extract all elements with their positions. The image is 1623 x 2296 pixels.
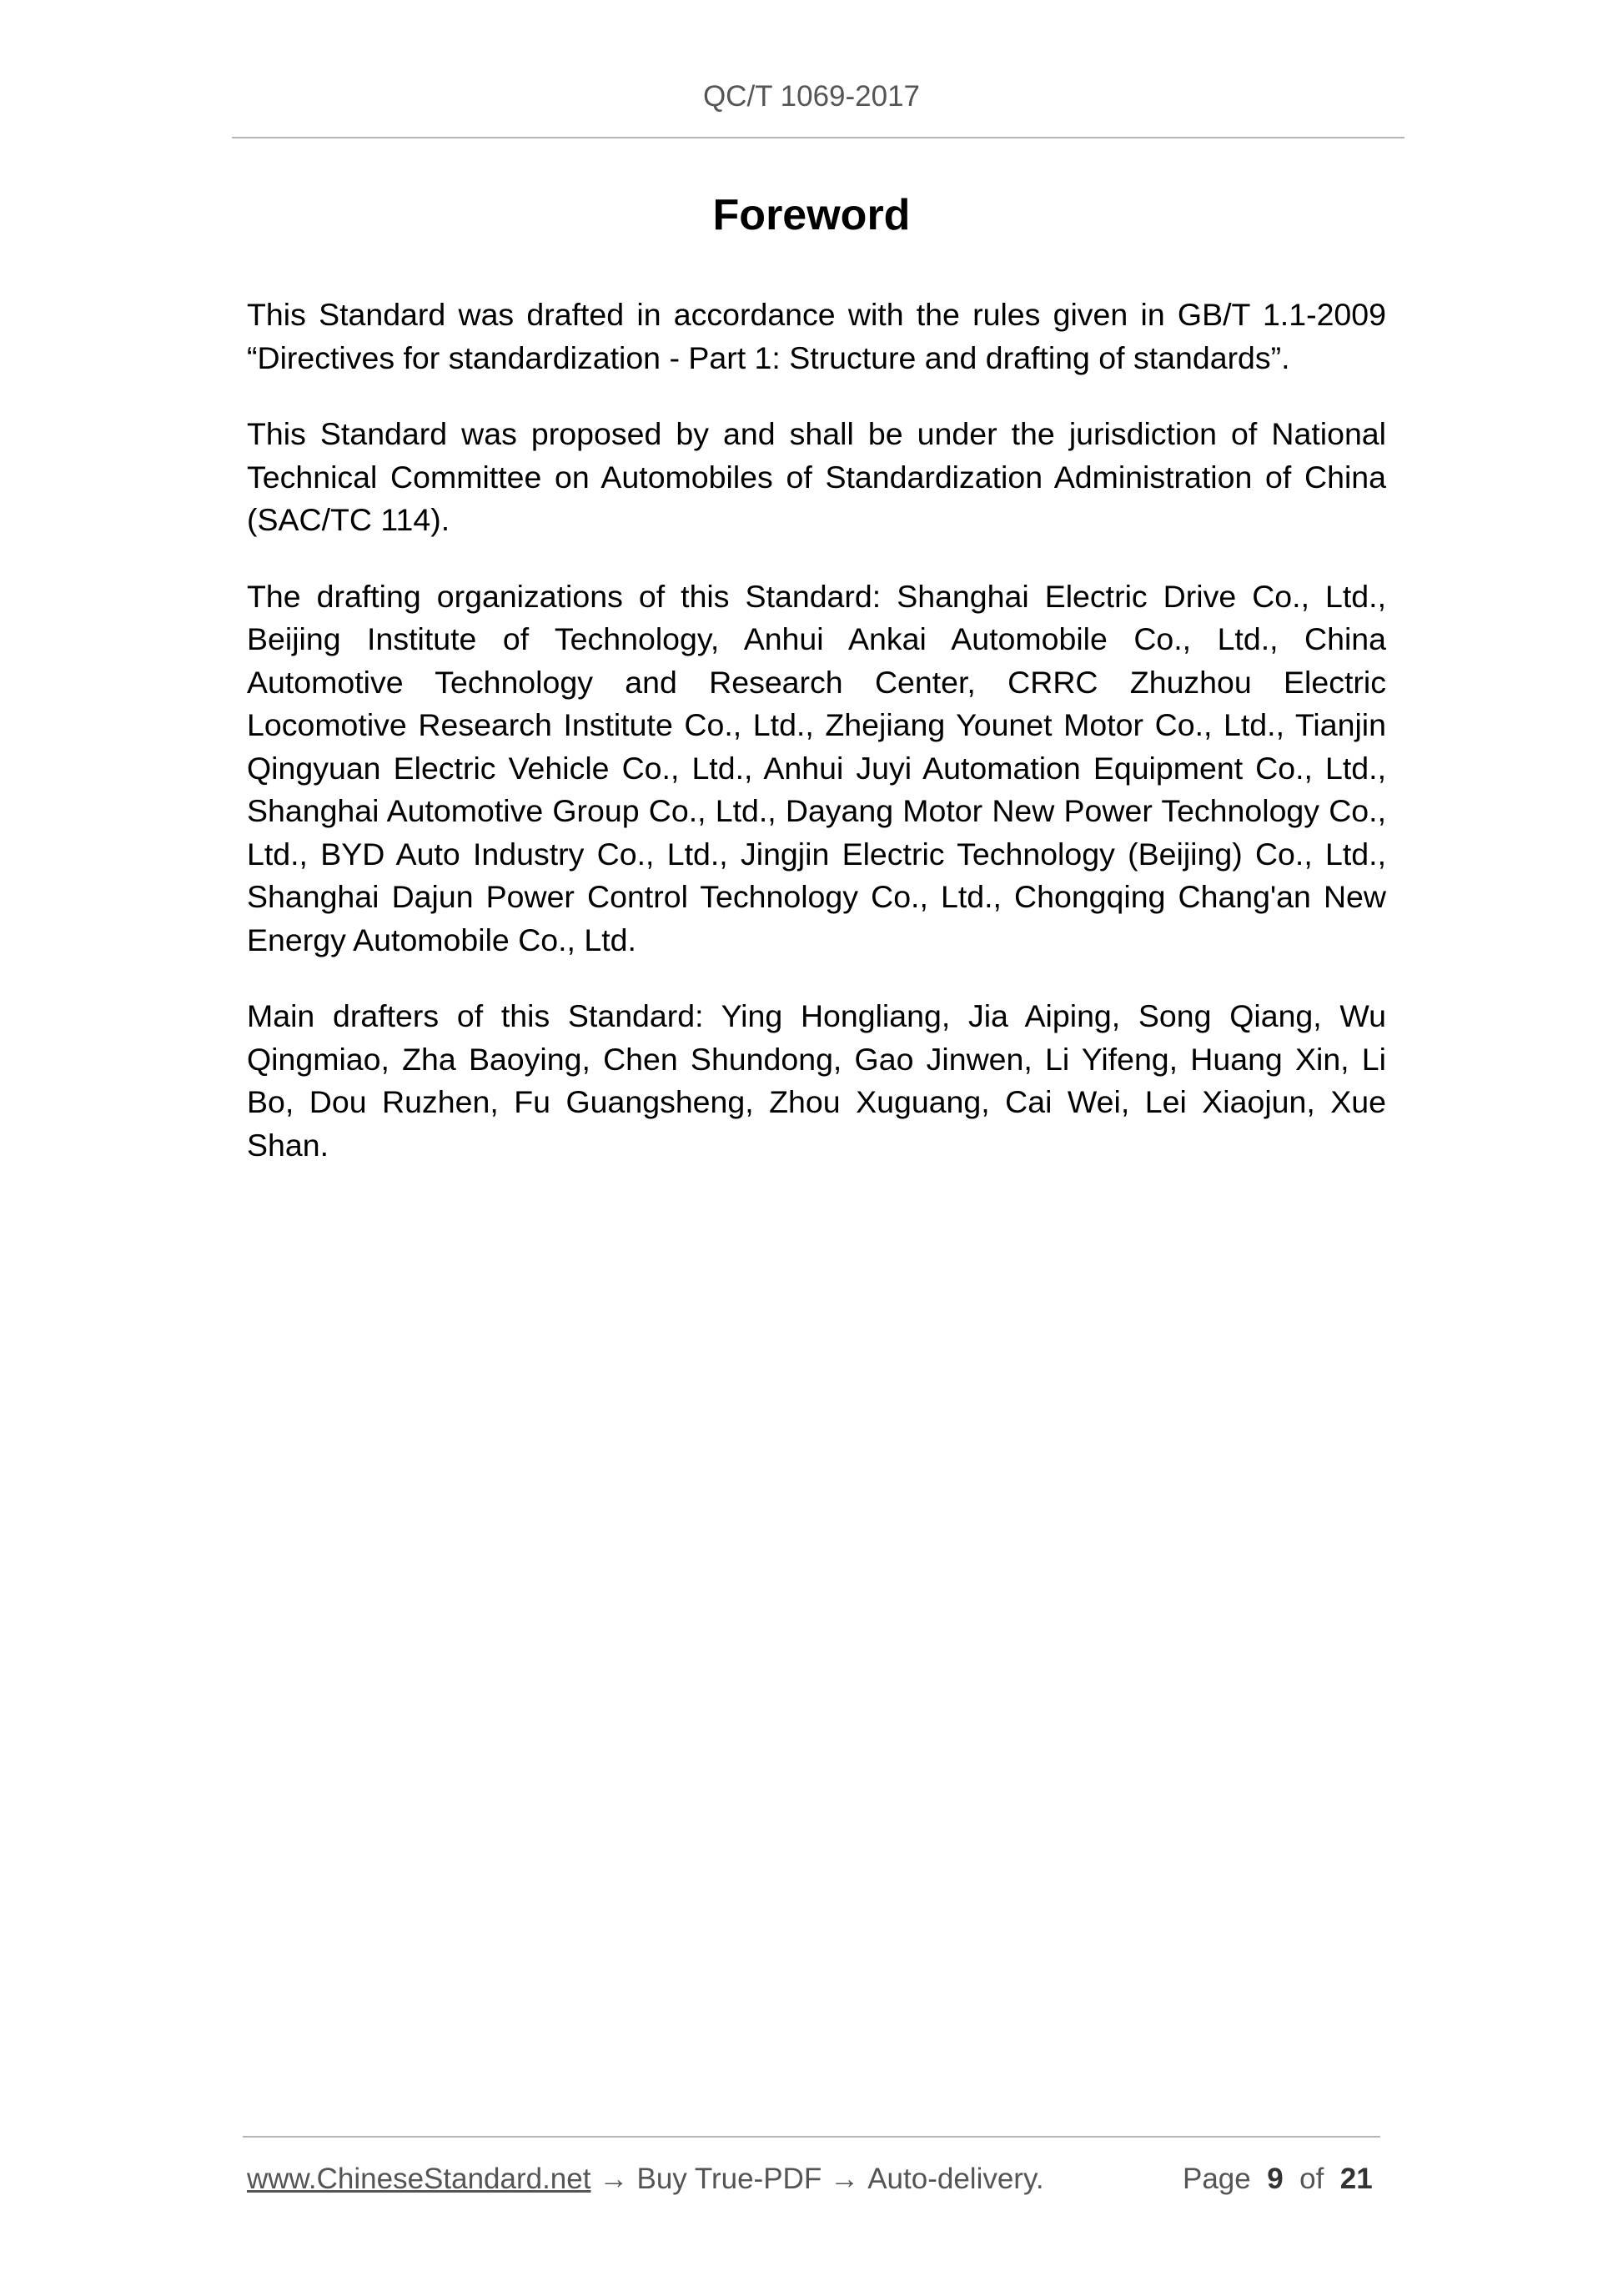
paragraph-drafting-rules: This Standard was drafted in accordance with the rules given in GB/T 1.1-2009 “Directives for standardization - Part 1: Structure and drafting of standards”.: [247, 297, 1386, 375]
arrow-right-icon: →: [830, 2163, 860, 2195]
page-title: Foreword: [712, 191, 911, 239]
website-link[interactable]: www.ChineseStandard.net: [247, 2163, 591, 2195]
paragraph-jurisdiction: This Standard was proposed by and shall be under the jurisdiction of National Technical Committee on Automobiles of Standardization Administration of China (SAC/TC 114).: [247, 416, 1386, 537]
foreword-body: [247, 294, 1386, 1200]
page-label: Page: [1183, 2163, 1251, 2195]
page-number: 9: [1267, 2163, 1284, 2195]
of-label: of: [1299, 2163, 1324, 2195]
header-divider: [232, 137, 1404, 138]
footer-divider: [243, 2136, 1380, 2138]
footer-promo: [247, 2160, 1044, 2198]
paragraph-main-drafters: Main drafters of this Standard: Ying Hongliang, Jia Aiping, Song Qiang, Wu Qingmiao, Zha Baoying, Chen Shundong, Gao Jinwen, Li Yifeng, Huang Xin, Li Bo, Dou Ruzhen, Fu Guangsheng, Zhou Xuguang, Cai Wei, Lei Xiaojun, Xue Shan.: [247, 998, 1386, 1163]
paragraph-drafting-organizations: The drafting organizations of this Standard: Shanghai Electric Drive Co., Ltd., Beijing Institute of Technology, Anhui Ankai Automobile Co., Ltd., China Automotive Technology and Research Center, CRRC Zhuzhou Electric Locomotive Research Institute Co., Ltd., Zhejiang Younet Motor Co., Ltd., Tianjin Qingyuan Electric Vehicle Co., Ltd., Anhui Juyi Automation Equipment Co., Ltd., Shanghai Automotive Group Co., Ltd., Dayang Motor New Power Technology Co., Ltd., BYD Auto Industry Co., Ltd., Jingjin Electric Technology (Beijing) Co., Ltd., Shanghai Dajun Power Control Technology Co., Ltd., Chongqing Chang'an New Energy Automobile Co., Ltd.: [247, 578, 1386, 957]
total-pages: 21: [1339, 2163, 1373, 2195]
page-footer: [247, 2160, 1381, 2198]
auto-delivery-text: Auto-delivery.: [867, 2163, 1044, 2195]
header-doc-code: QC/T 1069-2017: [702, 80, 921, 113]
page-indicator: [1183, 2160, 1373, 2198]
buy-true-pdf-text: Buy True-PDF: [636, 2163, 822, 2195]
arrow-right-icon: →: [599, 2163, 629, 2195]
